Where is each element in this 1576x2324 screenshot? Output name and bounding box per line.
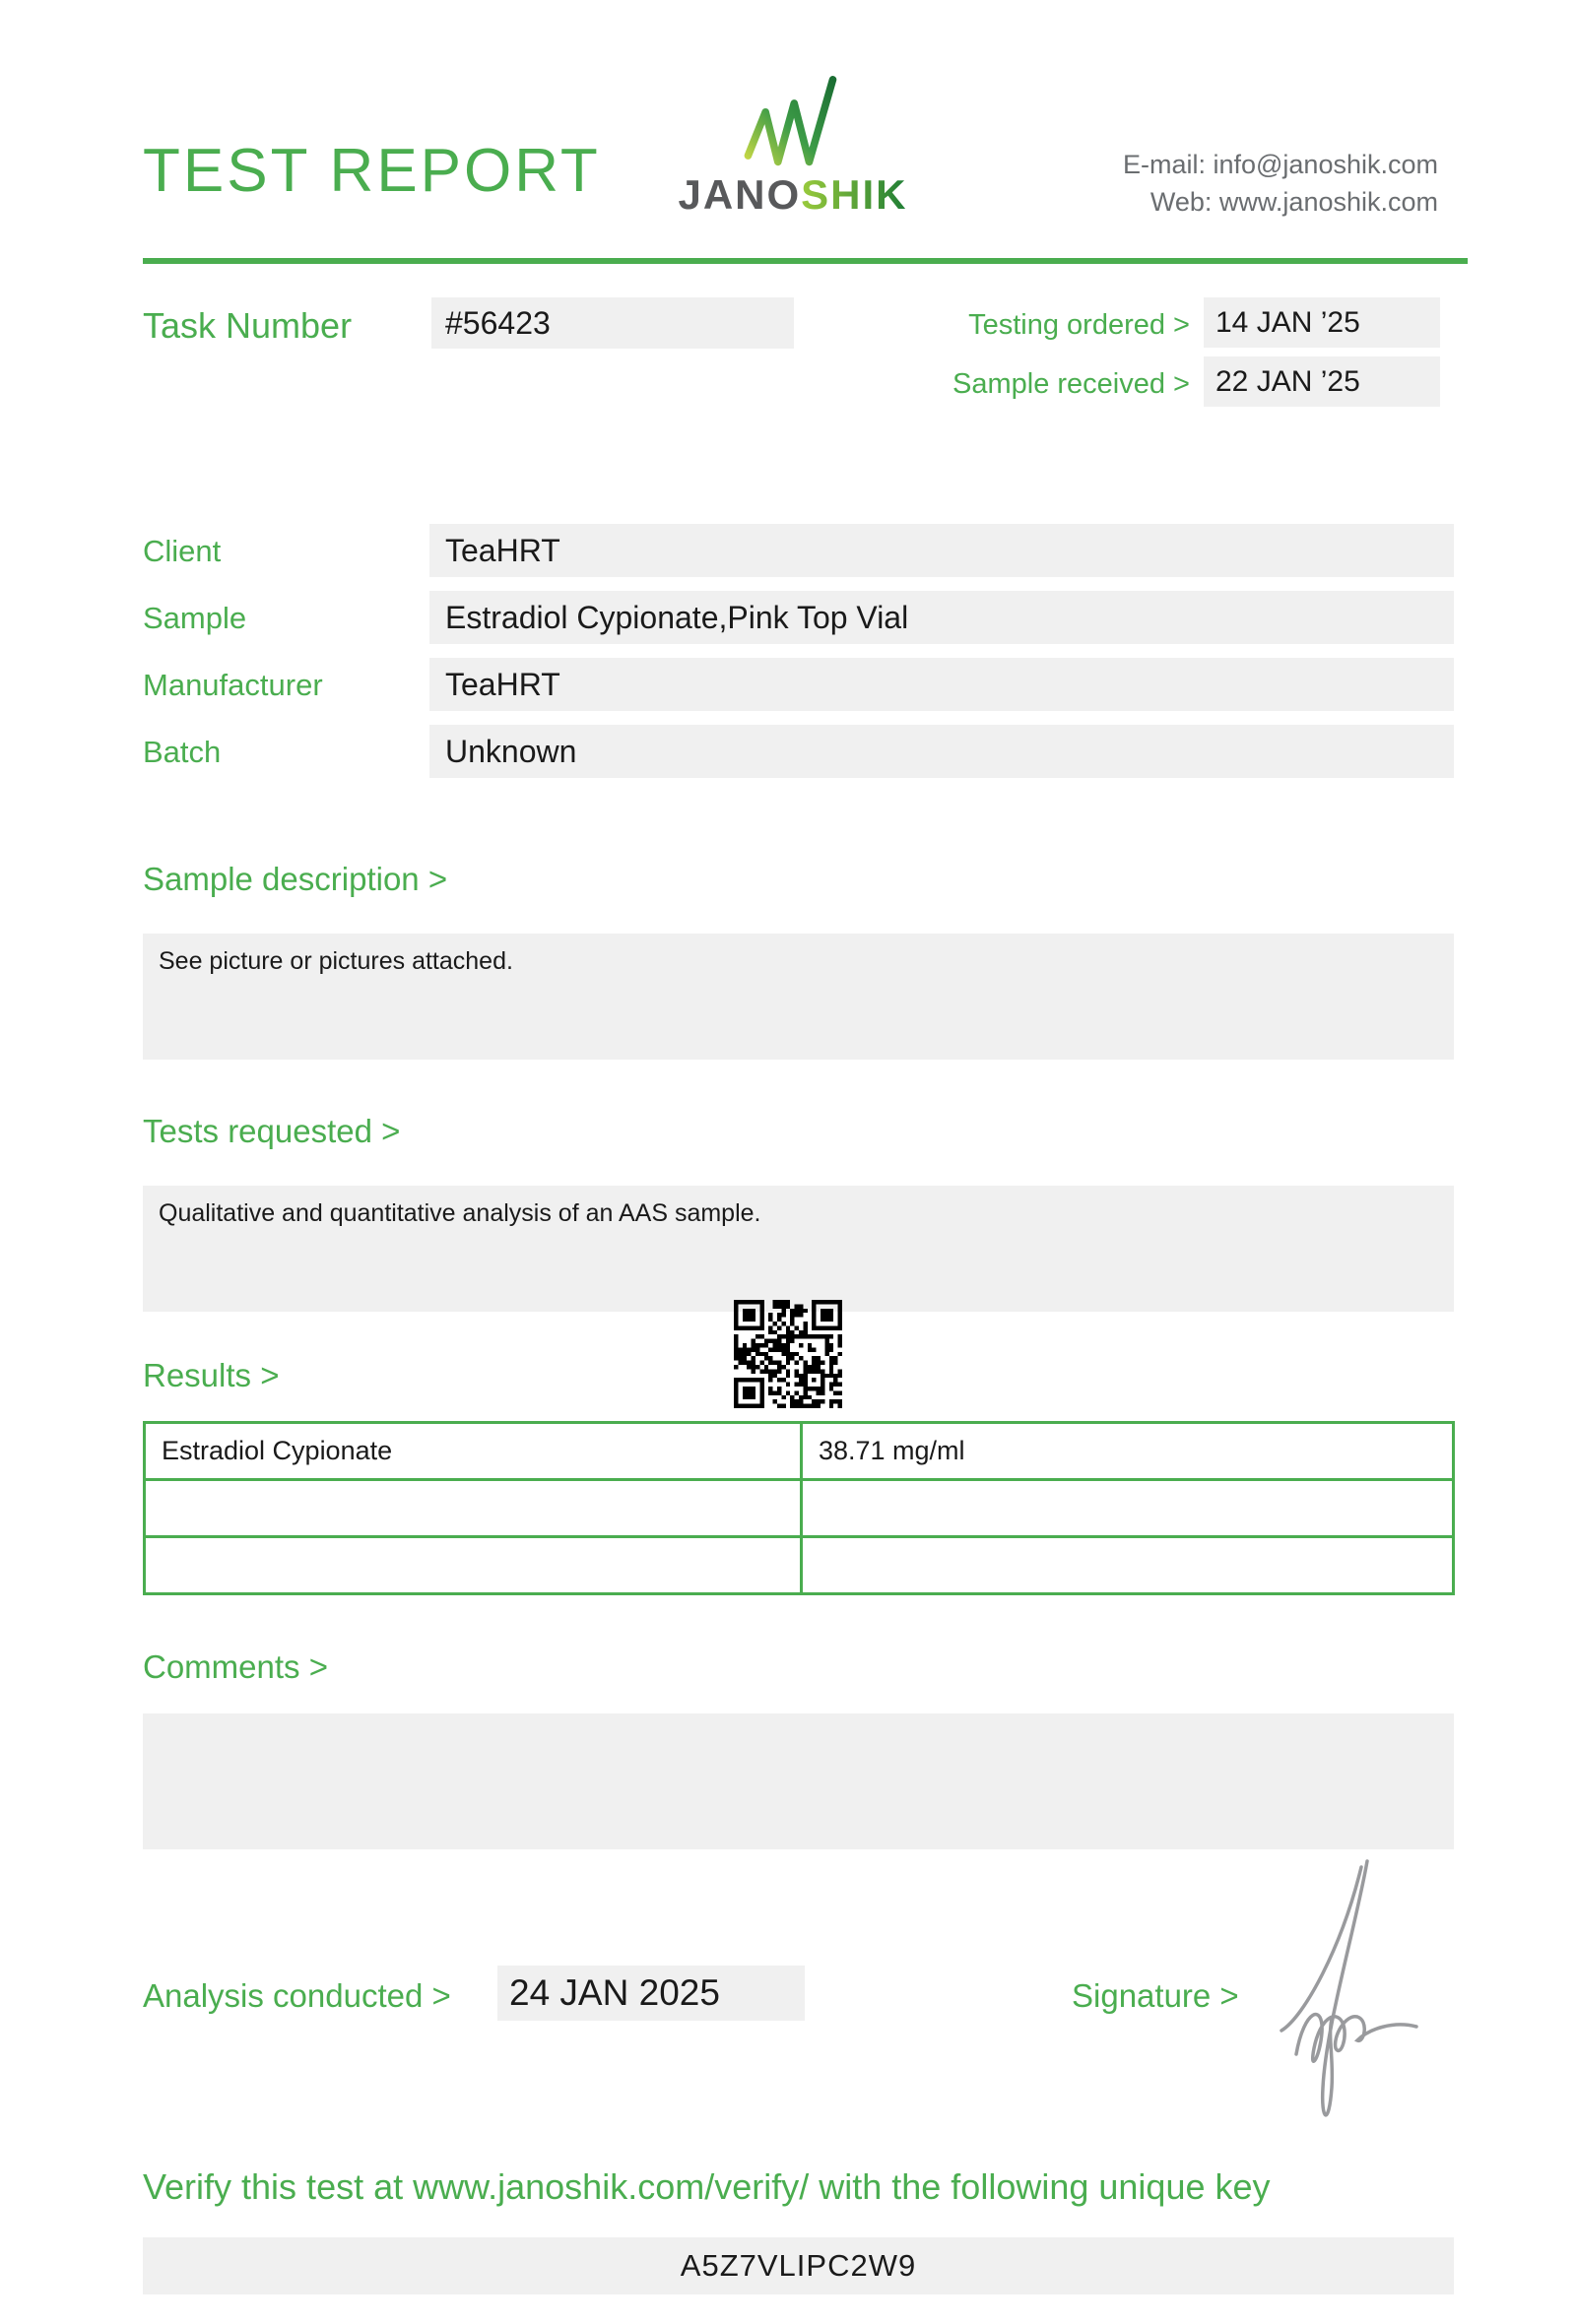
results-heading: Results > <box>143 1357 280 1393</box>
task-number-label: Task Number <box>143 305 353 346</box>
analyte-cell <box>146 1481 803 1535</box>
comments-heading: Comments > <box>143 1648 328 1685</box>
sample-box <box>429 591 1454 644</box>
testing-ordered-label: Testing ordered > <box>968 309 1190 341</box>
analysis-conducted-label: Analysis conducted > <box>143 1977 451 2014</box>
sample-received-box <box>1204 356 1440 407</box>
tests-requested-text: Qualitative and quantitative analysis of an AAS sample. <box>159 1199 761 1227</box>
client-label: Client <box>143 534 222 568</box>
sample-description-box <box>143 934 1454 1060</box>
manufacturer-value: TeaHRT <box>445 667 560 702</box>
contact-email: E-mail: info@janoshik.com <box>1122 150 1438 179</box>
analysis-date-value: 24 JAN 2025 <box>509 1972 720 2013</box>
result-cell: 38.71 mg/ml <box>818 1436 965 1465</box>
sample-received-label: Sample received > <box>952 368 1190 400</box>
results-table <box>143 1421 1455 1595</box>
logo-chart-icon <box>655 71 931 169</box>
manufacturer-label: Manufacturer <box>143 668 323 702</box>
result-cell <box>803 1481 1452 1535</box>
logo-jano: JANO <box>678 171 802 218</box>
client-value: TeaHRT <box>445 533 560 568</box>
sample-label: Sample <box>143 601 247 635</box>
batch-box <box>429 725 1454 778</box>
tests-requested-heading: Tests requested > <box>143 1113 401 1149</box>
tests-requested-box <box>143 1186 1454 1312</box>
batch-label: Batch <box>143 735 222 769</box>
analysis-date-box <box>497 1966 805 2021</box>
contact-web: Web: www.janoshik.com <box>1149 187 1438 217</box>
logo-wordmark <box>655 171 931 219</box>
client-box <box>429 524 1454 577</box>
manufacturer-box <box>429 658 1454 711</box>
logo-shik: SHIK <box>801 171 908 218</box>
table-row <box>146 1424 1452 1481</box>
header-divider <box>143 258 1468 264</box>
signature-label: Signature > <box>1072 1977 1239 2014</box>
testing-ordered-box <box>1204 297 1440 348</box>
testing-ordered-value: 14 JAN ’25 <box>1215 306 1360 339</box>
analyte-cell: Estradiol Cypionate <box>146 1424 803 1478</box>
signature-image <box>1261 1840 1438 2147</box>
sample-received-value: 22 JAN ’25 <box>1215 365 1360 398</box>
verify-text: Verify this test at www.janoshik.com/verify/ with the following unique key <box>143 2166 1271 2207</box>
comments-box <box>143 1713 1454 1849</box>
table-row <box>146 1481 1452 1538</box>
batch-value: Unknown <box>445 734 577 769</box>
sample-value: Estradiol Cypionate,Pink Top Vial <box>445 600 909 635</box>
analyte-cell <box>146 1538 803 1592</box>
comments-text <box>143 1713 1454 1737</box>
contact-info <box>1123 146 1438 221</box>
sample-description-heading: Sample description > <box>143 861 448 897</box>
unique-key: A5Z7VLIPC2W9 <box>680 2248 917 2283</box>
qr-code <box>734 1300 842 1408</box>
unique-key-box <box>143 2237 1454 2294</box>
task-number-value: #56423 <box>445 305 551 341</box>
task-number-box <box>431 297 794 349</box>
brand-logo <box>655 71 931 219</box>
table-row <box>146 1538 1452 1592</box>
result-cell <box>803 1538 1452 1592</box>
page-title: TEST REPORT <box>143 137 601 205</box>
sample-description-text: See picture or pictures attached. <box>159 947 513 975</box>
